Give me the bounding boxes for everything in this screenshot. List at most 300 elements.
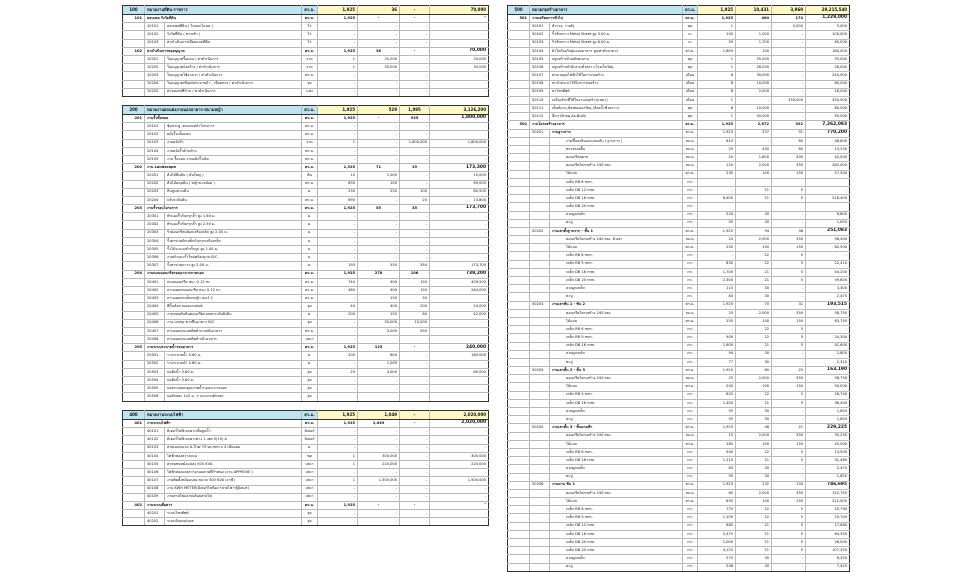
- labor-cell: -: [400, 444, 430, 452]
- blank-cell: [123, 477, 145, 485]
- item-code: 20404: [145, 303, 165, 311]
- labor-cell: -: [772, 473, 806, 481]
- total-cell: 1,229,000: [806, 15, 850, 23]
- labor-cell: -: [772, 416, 806, 424]
- item-code: 20103: [145, 139, 165, 147]
- qty-cell: 20: [318, 368, 358, 376]
- blank-cell: [508, 391, 530, 399]
- total-cell: 100,000: [806, 31, 850, 39]
- blank-cell: [123, 485, 145, 493]
- labor-cell: 1,800,000: [400, 139, 430, 147]
- blank-cell: [508, 146, 530, 154]
- item-description: ค่าดำเนินการเขียนแบบที่ดิน: [165, 39, 302, 47]
- material-cell: 30: [736, 350, 772, 358]
- total-cell: -: [430, 385, 489, 393]
- qty-cell: -: [318, 23, 358, 31]
- labor-cell: 21: [772, 424, 806, 432]
- unit-cell: ตร.ม.: [302, 411, 318, 420]
- item-description: สอบเขตที่ดิน ( ไม่ออกโฉนด ): [165, 23, 302, 31]
- labor-cell: 3,969: [772, 6, 806, 15]
- item-row: [508, 137, 850, 145]
- qty-cell: 180: [698, 440, 736, 448]
- item-code: 40105: [145, 460, 165, 468]
- blank-cell: [508, 547, 530, 555]
- material-cell: -: [358, 510, 400, 518]
- item-code: [530, 326, 550, 334]
- labor-cell: 150: [772, 170, 806, 178]
- group-row: [123, 205, 489, 213]
- blank-cell: [508, 219, 530, 227]
- item-code: [530, 465, 550, 473]
- material-cell: 30: [736, 285, 772, 293]
- item-row: [123, 469, 489, 477]
- labor-cell: 150: [772, 244, 806, 252]
- item-row: [508, 23, 850, 31]
- item-row: [508, 293, 850, 301]
- item-row: [123, 237, 489, 245]
- blank-cell: [123, 428, 145, 436]
- total-cell: 80,000: [430, 368, 489, 376]
- unit-cell: กก.: [683, 399, 698, 407]
- qty-cell: 220: [698, 211, 736, 219]
- material-cell: 100: [736, 498, 772, 506]
- unit-cell: กก.: [683, 530, 698, 538]
- qty-cell: -: [318, 377, 358, 385]
- item-row: [123, 172, 489, 180]
- labor-cell: 36: [772, 227, 806, 235]
- item-description: งาน Lamp ทางขึ้นอาคาร B/C: [165, 319, 302, 327]
- material-cell: -: [358, 229, 400, 237]
- total-cell: -: [806, 252, 850, 260]
- labor-cell: 350: [772, 375, 806, 383]
- unit-cell: ตร.ม.: [683, 317, 698, 325]
- item-description: รั้วชั่วคราว Metal Sheet สูง 3.00 ม.: [550, 31, 683, 39]
- unit-cell: ม.: [302, 229, 318, 237]
- item-code: 20503: [145, 368, 165, 376]
- unit-cell: ตร.ม.: [302, 501, 318, 509]
- item-row: [123, 31, 489, 39]
- item-row: [123, 286, 489, 294]
- item-description: ตะปู: [550, 358, 683, 366]
- item-description: เหล็ก RB 6 mm.: [550, 326, 683, 334]
- labor-cell: -: [400, 23, 430, 31]
- labor-cell: 922: [772, 121, 806, 129]
- labor-cell: [400, 336, 430, 344]
- unit-cell: กก.: [683, 473, 698, 481]
- labor-cell: 150: [400, 278, 430, 286]
- material-cell: -: [358, 147, 400, 155]
- material-cell: 55,000: [736, 55, 772, 63]
- total-cell: -: [430, 428, 489, 436]
- unit-cell: จุด: [302, 303, 318, 311]
- qty-cell: 275: [698, 555, 736, 563]
- labor-cell: -: [400, 485, 430, 493]
- item-description: เหล็ก RB 9 mm.: [550, 260, 683, 268]
- material-cell: 30: [736, 408, 772, 416]
- item-code: [530, 317, 550, 325]
- blank-cell: [508, 522, 530, 530]
- material-cell: 20,000: [358, 55, 400, 63]
- item-description: สำรวจ, วางผัง: [550, 23, 683, 31]
- item-description: งาน KWH METER(มิเตอร์ไฟฟ้อง+สายไฟ+ตู้มิเตอร์): [165, 485, 302, 493]
- labor-cell: -: [772, 64, 806, 72]
- item-row: [123, 39, 489, 47]
- qty-cell: -: [318, 123, 358, 131]
- item-row: [508, 260, 850, 268]
- blank-cell: [123, 64, 145, 72]
- item-code: 50111: [530, 105, 550, 113]
- unit-cell: ม.: [302, 352, 318, 360]
- qty-cell: 1,925: [698, 227, 736, 235]
- material-cell: 21: [736, 530, 772, 538]
- item-row: [508, 105, 850, 113]
- item-description: ไฟฟ้าส่องแสงสว่างถนนตามที่กำหนด (งาน APPROVE ): [165, 469, 302, 477]
- group-title: งานระบบระบายน้ำรอบอาคาร: [145, 344, 302, 352]
- item-code: 20306: [145, 254, 165, 262]
- material-cell: 300,000: [358, 452, 400, 460]
- unit-cell: ตร.ม.: [302, 344, 318, 352]
- labor-cell: -: [400, 172, 430, 180]
- total-cell: 770,200: [806, 129, 850, 137]
- group-row: [123, 344, 489, 352]
- blank-cell: [123, 188, 145, 196]
- blank-cell: [123, 493, 145, 501]
- unit-cell: จุด: [302, 377, 318, 385]
- total-cell: -: [430, 15, 489, 23]
- qty-cell: 620: [698, 391, 736, 399]
- blank-cell: [508, 211, 530, 219]
- blank-cell: [508, 424, 530, 432]
- item-row: [123, 477, 489, 485]
- item-code: 20504: [145, 377, 165, 385]
- item-description: คอนกรีตโครงสร้าง 240 ksc. ผิวเสา: [550, 236, 683, 244]
- item-code: 50104: [530, 47, 550, 55]
- item-description: ค่าโทรศัพท์: [550, 88, 683, 96]
- blank-cell: [508, 334, 530, 342]
- material-cell: 4,000: [358, 368, 400, 376]
- item-row: [123, 336, 489, 344]
- item-code: [530, 334, 550, 342]
- total-cell: -: [430, 147, 489, 155]
- material-cell: 10,000: [736, 105, 772, 113]
- material-cell: -: [358, 501, 400, 509]
- item-description: ลานจอดรถบล็อกหญ้า เบอร์ 2: [165, 295, 302, 303]
- labor-cell: 150: [772, 383, 806, 391]
- item-row: [508, 563, 850, 571]
- total-cell: 2,020,000: [430, 420, 489, 428]
- item-code: [530, 563, 550, 571]
- blank-cell: [123, 360, 145, 368]
- total-cell: 1,500,000: [430, 477, 489, 485]
- item-description: เหล็ก RB 6 mm.: [550, 252, 683, 260]
- total-cell: -: [430, 229, 489, 237]
- item-description: ค่าสมทบหม้อแปลง 500 KVA: [165, 460, 302, 468]
- material-cell: 550: [358, 262, 400, 270]
- material-cell: 2,000: [736, 375, 772, 383]
- material-cell: 100: [736, 170, 772, 178]
- labor-cell: 350: [772, 236, 806, 244]
- unit-cell: เหมา: [302, 460, 318, 468]
- item-code: [530, 277, 550, 285]
- item-row: [123, 278, 489, 286]
- item-row: [123, 352, 489, 360]
- qty-cell: 8: [698, 105, 736, 113]
- material-cell: 100: [736, 383, 772, 391]
- qty-cell: -: [318, 436, 358, 444]
- qty-cell: -: [318, 39, 358, 47]
- item-code: [530, 432, 550, 440]
- item-row: [508, 203, 850, 211]
- item-row: [123, 72, 489, 80]
- group-row: [123, 420, 489, 428]
- qty-cell: -: [318, 237, 358, 245]
- blank-cell: [508, 457, 530, 465]
- unit-cell: ลบ.ม.: [683, 236, 698, 244]
- total-cell: 70,000: [430, 6, 489, 15]
- labor-cell: -: [400, 221, 430, 229]
- unit-cell: ตร.ม.: [302, 155, 318, 163]
- labor-cell: 1,095: [400, 106, 430, 115]
- labor-cell: 5: [772, 530, 806, 538]
- item-description: เหล็ก DB 25 mm.: [550, 547, 683, 555]
- blank-cell: [123, 510, 145, 518]
- unit-cell: ชุด: [683, 64, 698, 72]
- item-row: [123, 23, 489, 31]
- qty-cell: 1,925: [698, 424, 736, 432]
- item-row: [123, 155, 489, 163]
- unit-cell: ชุด: [683, 23, 698, 31]
- blank-cell: [508, 113, 530, 121]
- qty-cell: -: [318, 31, 358, 39]
- unit-cell: เหมา: [302, 477, 318, 485]
- total-cell: 193,515: [806, 301, 850, 309]
- item-row: [508, 350, 850, 358]
- blank-cell: [508, 260, 530, 268]
- unit-cell: ชุด: [683, 113, 698, 121]
- unit-cell: ไร่: [302, 39, 318, 47]
- labor-cell: 5: [772, 547, 806, 555]
- labor-cell: -: [400, 501, 430, 509]
- unit-cell: กก.: [683, 448, 698, 456]
- blank-cell: [123, 368, 145, 376]
- blank-cell: [123, 39, 145, 47]
- material-cell: -: [358, 72, 400, 80]
- item-description: เครื่องจักรที่ใช้ในงานก่อสร้าง(เหมา): [550, 96, 683, 104]
- total-cell: -: [430, 327, 489, 335]
- item-description: งานทำแนวรั้วใหม่พร้อมฐาน B/C: [165, 254, 302, 262]
- item-description: เหล็ก RB 6 mm.: [550, 448, 683, 456]
- section-400-table: [122, 410, 489, 526]
- blank-cell: [123, 295, 145, 303]
- item-description: ตะปู: [550, 473, 683, 481]
- qty-cell: -: [318, 319, 358, 327]
- unit-cell: ชุด: [683, 55, 698, 63]
- material-cell: 22: [736, 448, 772, 456]
- blank-cell: [508, 154, 530, 162]
- item-row: [508, 236, 850, 244]
- item-description: ลานจอดรถแอสฟัลท์ หน้าอาคาร: [165, 336, 302, 344]
- blank-cell: [123, 237, 145, 245]
- labor-cell: -: [400, 452, 430, 460]
- blank-cell: [123, 336, 145, 344]
- qty-cell: -: [318, 444, 358, 452]
- item-code: [530, 498, 550, 506]
- total-cell: 28,000: [806, 64, 850, 72]
- total-cell: 13,250: [806, 146, 850, 154]
- item-row: [508, 80, 850, 88]
- labor-cell: -: [400, 155, 430, 163]
- labor-cell: [772, 178, 806, 186]
- unit-cell: ไร่: [302, 23, 318, 31]
- labor-cell: -: [400, 254, 430, 262]
- total-cell: 80,500: [430, 188, 489, 196]
- material-cell: 21: [736, 457, 772, 465]
- item-code: [530, 547, 550, 555]
- labor-cell: 50: [400, 295, 430, 303]
- total-cell: 16,000: [806, 88, 850, 96]
- qty-cell: 1,925: [318, 501, 358, 509]
- total-cell: 6,600: [806, 211, 850, 219]
- item-code: 50109: [530, 88, 550, 96]
- material-cell: 2,000: [736, 88, 772, 96]
- blank-cell: [508, 358, 530, 366]
- total-cell: 58,750: [806, 375, 850, 383]
- section-header-row: [123, 6, 489, 15]
- item-code: 20303: [145, 229, 165, 237]
- total-cell: -: [430, 485, 489, 493]
- labor-cell: -: [400, 72, 430, 80]
- material-cell: 10,431: [736, 6, 772, 15]
- unit-cell: กก.: [683, 358, 698, 366]
- qty-cell: 1: [698, 23, 736, 31]
- material-cell: -: [358, 39, 400, 47]
- qty-cell: 830: [698, 260, 736, 268]
- material-cell: 1,700: [736, 39, 772, 47]
- material-cell: 60: [736, 367, 772, 375]
- item-description: งานผนังรั้ว: [165, 139, 302, 147]
- item-description: ลานจอดรถคอนกรีต หนา 0.12 m.: [165, 286, 302, 294]
- item-description: ที่กั้นล้อลานจอดรถยนต์: [165, 303, 302, 311]
- qty-cell: 83: [698, 293, 736, 301]
- qty-cell: 15: [698, 432, 736, 440]
- unit-cell: ตร.ม.: [683, 129, 698, 137]
- item-row: [508, 391, 850, 399]
- qty-cell: 1,210: [698, 457, 736, 465]
- item-description: ค่าควบคุมไฟฟ้าใช้ในการก่อสร้าง: [550, 72, 683, 80]
- labor-cell: -: [772, 72, 806, 80]
- item-code: 20401: [145, 278, 165, 286]
- qty-cell: 1,925: [698, 15, 736, 23]
- labor-cell: -: [772, 563, 806, 571]
- total-cell: 1,650: [806, 219, 850, 227]
- qty-cell: 1,600: [698, 342, 736, 350]
- labor-cell: 150: [400, 286, 430, 294]
- item-code: 20105: [145, 155, 165, 163]
- total-cell: 10,000: [430, 172, 489, 180]
- qty-cell: 500: [698, 448, 736, 456]
- item-description: งานสายไฟและท่อร้อยสายไฟ: [165, 493, 302, 501]
- item-row: [508, 498, 850, 506]
- material-cell: 30: [736, 465, 772, 473]
- qty-cell: 1,925: [698, 6, 736, 15]
- unit-cell: กก.: [683, 350, 698, 358]
- material-cell: -: [358, 80, 400, 88]
- qty-cell: 120: [698, 162, 736, 170]
- total-cell: 80,000: [806, 105, 850, 113]
- item-description: เต็นท์งาน,ห้องทดลองวัสดุ (ห้องน้ำชั่วคราว): [550, 105, 683, 113]
- material-cell: 21: [736, 342, 772, 350]
- item-code: [530, 146, 550, 154]
- group-code: 402: [123, 501, 145, 509]
- group-code: 102: [123, 47, 145, 55]
- item-row: [508, 252, 850, 260]
- material-cell: 28,000: [736, 64, 772, 72]
- item-description: ใบอนุญาตก่อสร้าง / ค่าดำเนินการ: [165, 64, 302, 72]
- item-row: [508, 162, 850, 170]
- material-cell: -: [358, 428, 400, 436]
- total-cell: -: [430, 39, 489, 47]
- total-cell: 173,300: [430, 164, 489, 172]
- qty-cell: 1: [318, 477, 358, 485]
- item-row: [508, 489, 850, 497]
- item-code: [530, 375, 550, 383]
- blank-cell: [123, 196, 145, 204]
- group-title: งาน Landscape: [145, 164, 302, 172]
- group-code: 401: [123, 420, 145, 428]
- item-row: [123, 311, 489, 319]
- blank-cell: [508, 489, 530, 497]
- qty-cell: -: [318, 229, 358, 237]
- blank-cell: [508, 277, 530, 285]
- total-cell: -: [430, 155, 489, 163]
- group-row: [123, 47, 489, 55]
- item-row: [508, 170, 850, 178]
- section-title: หมวดงานระบบไฟฟ้า: [145, 411, 302, 420]
- material-cell: -: [358, 23, 400, 31]
- material-cell: 278: [358, 270, 400, 278]
- item-code: 10201: [145, 55, 165, 63]
- total-cell: -: [430, 123, 489, 131]
- qty-cell: -: [318, 336, 358, 344]
- item-description: ลวดผูกเหล็ก: [550, 408, 683, 416]
- total-cell: 1,650: [806, 408, 850, 416]
- unit-cell: ตร.ม.: [302, 278, 318, 286]
- item-code: 50105: [530, 55, 550, 63]
- material-cell: 150: [358, 295, 400, 303]
- material-cell: 94: [736, 227, 772, 235]
- material-cell: -: [358, 493, 400, 501]
- qty-cell: -: [318, 72, 358, 80]
- item-row: [508, 309, 850, 317]
- item-code: 20402: [145, 286, 165, 294]
- qty-cell: -: [318, 131, 358, 139]
- qty-cell: 55: [698, 408, 736, 416]
- group-title: งานระบบสื่อสาร: [145, 501, 302, 509]
- item-code: [530, 309, 550, 317]
- material-cell: -: [358, 385, 400, 393]
- material-cell: 70: [736, 301, 772, 309]
- total-cell: 41,600: [806, 342, 850, 350]
- unit-cell: ลบ.ม.: [683, 489, 698, 497]
- qty-cell: 8: [698, 80, 736, 88]
- blank-cell: [123, 444, 145, 452]
- qty-cell: 83: [698, 465, 736, 473]
- labor-cell: 5: [772, 342, 806, 350]
- qty-cell: 250: [698, 244, 736, 252]
- item-code: [530, 408, 550, 416]
- total-cell: -: [430, 377, 489, 385]
- unit-cell: ม.: [302, 213, 318, 221]
